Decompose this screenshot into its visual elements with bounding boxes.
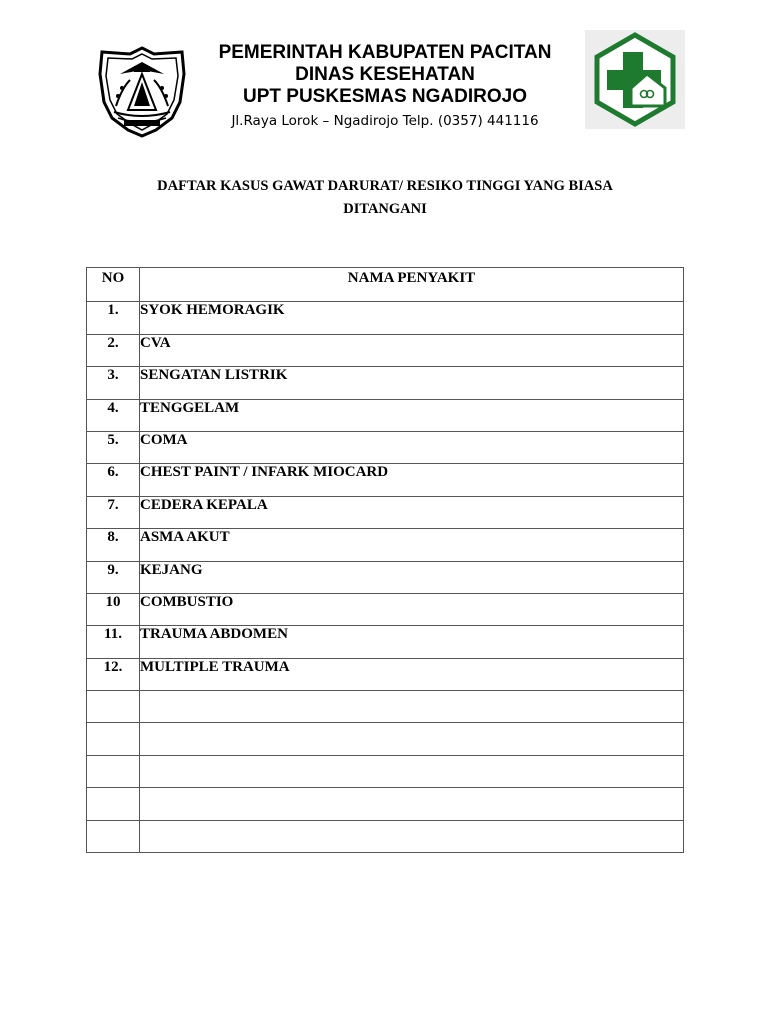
regency-emblem-icon [94, 44, 190, 138]
table-row-empty [87, 755, 684, 787]
department-name: DINAS KESEHATAN [295, 64, 475, 85]
row-number: 8. [87, 529, 140, 561]
table-row [87, 334, 684, 366]
disease-name: SENGATAN LISTRIK [140, 367, 684, 399]
address-line: Jl.Raya Lorok – Ngadirojo Telp. (0357) 441116 [231, 113, 539, 129]
row-number [87, 755, 140, 787]
disease-name: CHEST PAINT / INFARK MIOCARD [140, 464, 684, 496]
table-row [87, 626, 684, 658]
row-number: 2. [87, 334, 140, 366]
row-number: 3. [87, 367, 140, 399]
agency-name: PEMERINTAH KABUPATEN PACITAN [218, 42, 552, 63]
disease-name [140, 723, 684, 755]
disease-name: SYOK HEMORAGIK [140, 302, 684, 334]
table-header-row [87, 268, 684, 302]
table-row-empty [87, 820, 684, 852]
document-title-line-1: DAFTAR KASUS GAWAT DARURAT/ RESIKO TINGGI YANG BIASA [157, 178, 613, 194]
column-header-name: NAMA PENYAKIT [140, 268, 684, 302]
emergency-cases-table [86, 267, 684, 853]
table-row [87, 593, 684, 625]
row-number: 11. [87, 626, 140, 658]
disease-name: TRAUMA ABDOMEN [140, 626, 684, 658]
row-number: 4. [87, 399, 140, 431]
row-number: 1. [87, 302, 140, 334]
table-row-empty [87, 723, 684, 755]
table-row [87, 496, 684, 528]
disease-name [140, 820, 684, 852]
letterhead-text [195, 42, 575, 131]
row-number: 5. [87, 431, 140, 463]
row-number: 6. [87, 464, 140, 496]
disease-name [140, 788, 684, 820]
table-row [87, 367, 684, 399]
table-row [87, 302, 684, 334]
column-header-no: NO [87, 268, 140, 302]
row-number: 9. [87, 561, 140, 593]
unit-name: UPT PUSKESMAS NGADIROJO [243, 86, 527, 107]
document-title [86, 175, 684, 221]
puskesmas-cross-icon [585, 30, 685, 129]
table-row [87, 561, 684, 593]
table-row [87, 529, 684, 561]
table-row [87, 431, 684, 463]
disease-name: CEDERA KEPALA [140, 496, 684, 528]
table-row [87, 464, 684, 496]
disease-name: ASMA AKUT [140, 529, 684, 561]
table-row [87, 658, 684, 690]
disease-name: MULTIPLE TRAUMA [140, 658, 684, 690]
document-title-line-2: DITANGANI [343, 201, 427, 217]
row-number [87, 820, 140, 852]
disease-name [140, 691, 684, 723]
table-row-empty [87, 788, 684, 820]
table-row [87, 399, 684, 431]
row-number [87, 691, 140, 723]
disease-name [140, 755, 684, 787]
disease-name: COMA [140, 431, 684, 463]
row-number: 10 [87, 593, 140, 625]
row-number: 12. [87, 658, 140, 690]
row-number [87, 723, 140, 755]
disease-name: KEJANG [140, 561, 684, 593]
disease-name: TENGGELAM [140, 399, 684, 431]
disease-name: CVA [140, 334, 684, 366]
letterhead [0, 0, 768, 140]
row-number [87, 788, 140, 820]
row-number: 7. [87, 496, 140, 528]
disease-name: COMBUSTIO [140, 593, 684, 625]
table-row-empty [87, 691, 684, 723]
